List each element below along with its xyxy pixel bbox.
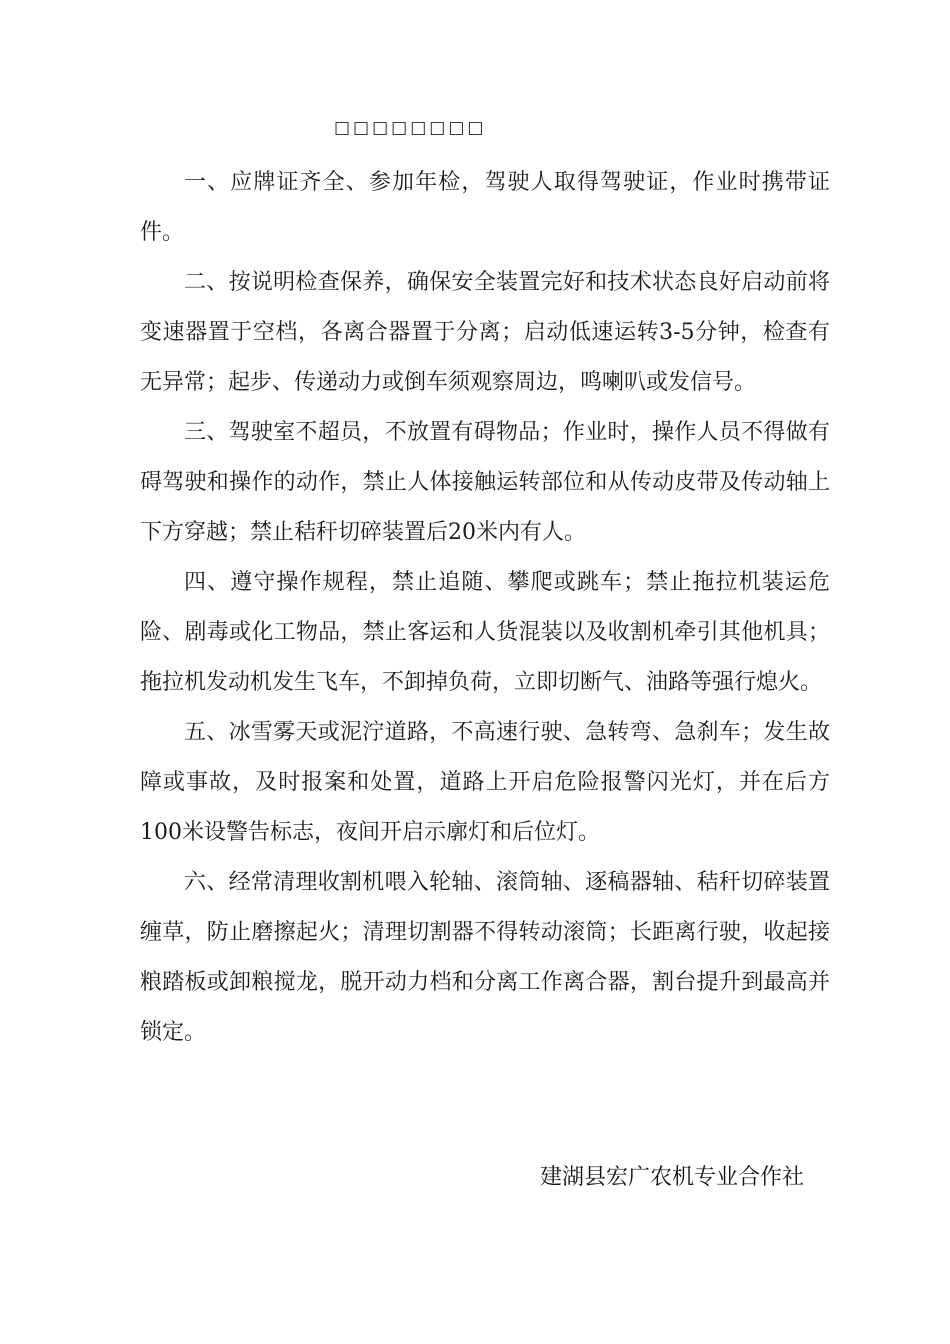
document-body [140,158,830,1058]
paragraph-1: 一、应牌证齐全、参加年检，驾驶人取得驾驶证，作业时携带证件。 [140,170,830,245]
document-title: □□□□□□□□ [334,118,487,138]
paragraph-2: 二、按说明检查保养，确保安全装置完好和技术状态良好启动前将变速器置于空档，各离合器置于分离；启动低速运转3-5分钟，检查有无异常；起步、传递动力或倒车须观察周边，鸣喇叭或发信号。 [140,270,830,395]
paragraph-4: 四、遵守操作规程，禁止追随、攀爬或跳车；禁止拖拉机装运危险、剧毒或化工物品，禁止客运和人货混装以及收割机牵引其他机具；拖拉机发动机发生飞车，不卸掉负荷，立即切断气、油路等强行熄火。 [140,570,830,695]
paragraph-3: 三、驾驶室不超员，不放置有碍物品；作业时，操作人员不得做有碍驾驶和操作的动作，禁止人体接触运转部位和从传动皮带及传动轴上下方穿越；禁止秸秆切碎装置后20米内有人。 [140,420,830,545]
paragraph-6: 六、经常清理收割机喂入轮轴、滚筒轴、逐稿器轴、秸秆切碎装置缠草，防止磨擦起火；清理切割器不得转动滚筒；长距离行驶，收起接粮踏板或卸粮搅龙，脱开动力档和分离工作离合器，割台提升到最高并锁定。 [140,870,830,1045]
signature-organization: 建湖县宏广农机专业合作社 [540,1165,805,1190]
paragraph-5: 五、冰雪雾天或泥泞道路，不高速行驶、急转弯、急刹车；发生故障或事故，及时报案和处置，道路上开启危险报警闪光灯，并在后方100米设警告标志，夜间开启示廓灯和后位灯。 [140,720,830,845]
